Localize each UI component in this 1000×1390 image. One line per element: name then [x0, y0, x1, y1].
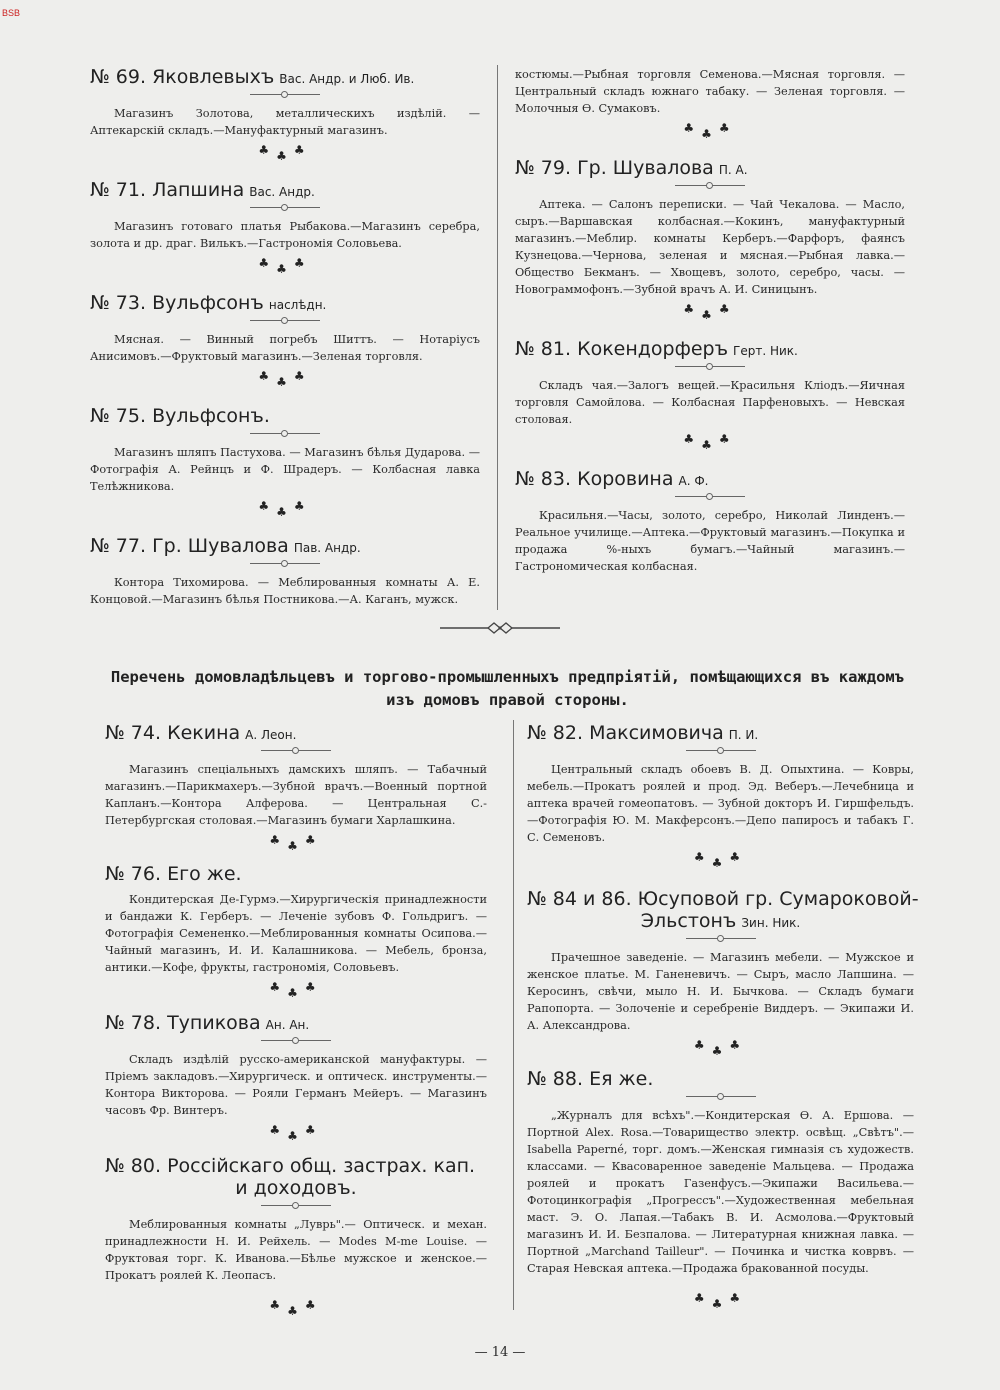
entry-text: Кондитерская Де-Гурмэ.—Хирургическія принадлежности и бандажи К. Герберъ. — Леченіе зубовъ Ф. Гольдригъ. — Фотографія Семененко.—Меблированныя комнаты Осипова.— Чайный магазинъ, И. И. Калашникова. — Мебель, бронза, антики.—Кофе, фрукты, гастрономія, Соловьевъ.	[105, 893, 487, 974]
fleuron-ornament: ♣♣♣	[258, 143, 312, 163]
entry-heading: № 74. Кекина А. Леон.	[105, 722, 297, 744]
entry-75	[90, 405, 480, 519]
left-top-column	[90, 66, 480, 608]
entry-heading: № 76. Его же.	[105, 863, 242, 885]
entry-81	[515, 338, 905, 452]
fleuron-ornament: ♣♣♣	[258, 256, 312, 276]
entry-text: Прачешное заведеніе. — Магазинъ мебели. — Мужское и женское платье. М. Ганеневичъ. — Сыръ, масло Лапшина. — Керосинъ, свѣчи, мыло Н. И. Бычкова. — Складъ бумаги Рапопорта. — Золоченіе и серебреніе Виддеръ. — Экипажи И. А. Александрова.	[527, 951, 914, 1032]
section-title	[95, 666, 920, 712]
rule-ornament	[686, 1092, 756, 1101]
continuation-text: костюмы.—Рыбная торговля Семенова.—Мясная торговля. — Центральный складъ южнаго табаку. — Зеленая торговля. — Молочныя Ѳ. Сумаковъ.	[515, 68, 905, 115]
fleuron-ornament: ♣♣♣	[693, 1291, 748, 1311]
rule-ornament	[250, 559, 320, 568]
entry-heading: № 69. Яковлевыхъ Вас. Андр. и Люб. Ив.	[90, 66, 415, 88]
rule-ornament	[675, 492, 745, 501]
fleuron-ornament: ♣♣♣	[683, 432, 737, 452]
entry-heading: № 79. Гр. Шувалова П. А.	[515, 157, 748, 179]
fleuron-ornament: ♣♣♣	[683, 121, 737, 141]
entry-88	[527, 1068, 914, 1311]
fleuron-ornament: ♣♣♣	[693, 1038, 748, 1058]
rule-ornament	[675, 181, 745, 190]
rule-ornament	[250, 316, 320, 325]
rule-ornament	[261, 1036, 331, 1045]
entry-84-86	[527, 888, 919, 1058]
rule-ornament	[675, 362, 745, 371]
fleuron-ornament: ♣♣♣	[269, 1123, 323, 1143]
entry-text: Магазинъ Золотова, металлическихъ издѣлій. — Аптекарскій складъ.—Мануфактурный магазинъ.	[90, 107, 480, 137]
entry-text: Центральный складъ обоевъ В. Д. Опыхтина. — Ковры, мебель.—Прокатъ роялей и прод. Эд. Веберъ.—Лечебница и аптека врачей гомеопатовъ. — Зубной докторъ И. Гиршфельдъ.—Фотографія Ю. М. Макферсонъ.—Депо папиросъ и табакъ Г. С. Семеновъ.	[527, 763, 914, 844]
column-divider-bottom	[513, 720, 514, 1310]
entry-heading: № 73. Вульфсонъ наслѣдн.	[90, 292, 327, 314]
entry-79	[515, 157, 905, 322]
entry-text: Меблированныя комнаты „Луврь".— Оптическ. и механ. принадлежности Н. И. Рейхель. — Modes M-me Louise. — Фруктовая торг. К. Иванова.—Бѣлье мужское и женское.— Прокатъ роялей К. Леопасъ.	[105, 1218, 487, 1282]
entry-83	[515, 468, 905, 575]
rule-ornament	[261, 746, 331, 755]
center-ornament-icon	[440, 620, 560, 636]
rule-ornament	[686, 746, 756, 755]
entry-text: Мясная. — Винный погребъ Шиттъ. — Нотаріусъ Анисимовъ.—Фруктовый магазинъ.—Зеленая торговля.	[90, 333, 480, 363]
fleuron-ornament: ♣♣♣	[693, 850, 748, 870]
page-number: — 14 —	[474, 1345, 526, 1360]
section-title-line-1: Перечень домовладѣльцевъ и торгово-промышленныхъ предпріятій, помѣщающихся въ каждомъ	[110, 668, 905, 686]
rule-ornament	[250, 90, 320, 99]
entry-text: Магазинъ шляпъ Пастухова. — Магазинъ бѣлья Дударова. — Фотографія А. Рейнцъ и Ф. Шрадеръ. — Колбасная лавка Телѣжникова.	[90, 446, 480, 493]
entry-74	[105, 722, 487, 853]
entry-78	[105, 1012, 487, 1143]
library-watermark: BSB	[2, 8, 21, 18]
fleuron-ornament: ♣♣♣	[258, 369, 312, 389]
rule-ornament	[250, 429, 320, 438]
right-bottom-column	[527, 722, 919, 1311]
entry-text: „Журналъ для всѣхъ".—Кондитерская Ѳ. А. Ершова. — Портной Alex. Rosa.—Товарищество электр. освѣщ. „Свѣтъ".— Isabella Paperné, торг. домъ.—Женская гимназія съ художеств. классами. — Квасоваренное заведеніе Мальцева. — Продажа роялей и прокатъ Газенфусъ.—Экипажи Васильева.—Фотоцинкографія „Прогрессъ".—Художественная мебельная маст. Э. О. Лапая.—Табакъ В. И. Асмолова.—Фруктовый магазинъ И. И. Безпалова. — Литературная книжная лавка. — Портной „Marchand Tailleur". — Починка и чистка коврвъ. — Старая Невская аптека.—Продажа бракованной посуды.	[527, 1109, 914, 1275]
section-title-line-2: изъ домовъ правой стороны.	[386, 691, 629, 709]
right-top-column	[515, 66, 905, 575]
entry-heading: № 82. Максимовича П. И.	[527, 722, 759, 744]
entry-73	[90, 292, 480, 389]
entry-text: Контора Тихомирова. — Меблированныя комнаты А. Е. Концовой.—Магазинъ бѣлья Постникова.—А. Каганъ, мужск.	[90, 576, 480, 606]
entry-heading-line-2: Эльстонъ Зин. Ник.	[640, 910, 801, 932]
entry-80	[105, 1155, 487, 1318]
entry-heading: № 81. Кокендорферъ Герт. Ник.	[515, 338, 798, 360]
rule-ornament	[250, 203, 320, 212]
fleuron-ornament: ♣♣♣	[269, 833, 323, 853]
entry-82	[527, 722, 914, 870]
entry-76	[105, 863, 487, 1000]
fleuron-ornament: ♣♣♣	[269, 980, 323, 1000]
entry-heading: № 80. Россійскаго общ. застрах. кап.	[105, 1155, 476, 1177]
left-bottom-column	[105, 722, 487, 1318]
entry-heading: № 84 и 86. Юсуповой гр. Сумароковой-	[527, 888, 919, 910]
fleuron-ornament: ♣♣♣	[683, 302, 737, 322]
entry-heading: № 77. Гр. Шувалова Пав. Андр.	[90, 535, 361, 557]
entry-77	[90, 535, 480, 608]
entry-heading: № 75. Вульфсонъ.	[90, 405, 270, 427]
entry-text: Магазинъ спеціальныхъ дамскихъ шляпъ. — Табачный магазинъ.—Парикмахеръ.—Зубной врачъ.—Военный портной Капланъ.—Контора Алферова. — Центральная С.-Петербургская столовая.—Магазинъ бумаги Харлашкина.	[105, 763, 487, 827]
fleuron-ornament: ♣♣♣	[269, 1298, 323, 1318]
rule-ornament	[261, 1201, 331, 1210]
entry-71	[90, 179, 480, 276]
rule-ornament	[686, 934, 756, 943]
entry-text: Складъ издѣлій русско-американской мануфактуры. — Пріемъ закладовъ.—Хирургическ. и оптическ. инструменты.— Контора Викторова. — Рояли Германъ Мейеръ. — Магазинъ часовъ Фр. Винтеръ.	[105, 1053, 487, 1117]
entry-text: Красильня.—Часы, золото, серебро, Николай Линденъ.—Реальное училище.—Аптека.—Фруктовый магазинъ.—Покупка и продажа %-ныхъ бумагъ.—Чайный магазинъ.—Гастрономическая колбасная.	[515, 509, 905, 573]
entry-text: Магазинъ готоваго платья Рыбакова.—Магазинъ серебра, золота и др. драг. Вилькъ.—Гастрономія Соловьева.	[90, 220, 480, 250]
entry-heading: № 88. Ея же.	[527, 1068, 654, 1090]
entry-heading: № 78. Тупикова Ан. Ан.	[105, 1012, 310, 1034]
entry-heading: № 71. Лапшина Вас. Андр.	[90, 179, 315, 201]
entry-69	[90, 66, 480, 163]
entry-heading-line-2: и доходовъ.	[235, 1177, 357, 1199]
fleuron-ornament: ♣♣♣	[258, 499, 312, 519]
entry-text: Складъ чая.—Залогъ вещей.—Красильня Кліодъ.—Яичная торговля Самойлова. — Колбасная Парфеновыхъ. — Невская столовая.	[515, 379, 905, 426]
entry-heading: № 83. Коровина А. Ф.	[515, 468, 709, 490]
entry-text: Аптека. — Салонъ переписки. — Чай Чекалова. — Масло, сыръ.—Варшавская колбасная.—Кокинъ, мануфактурный магазинъ.—Меблир. комнаты Керберъ.—Фарфоръ, фаянсъ Кузнецова.—Чернова, зеленая и мясная.—Рыбная лавка.—Общество Бекманъ. — Хвощевъ, золото, серебро, часы. — Новограммофонъ.—Зубной врачъ А. И. Синицынъ.	[515, 198, 905, 296]
column-divider-top	[497, 65, 498, 610]
